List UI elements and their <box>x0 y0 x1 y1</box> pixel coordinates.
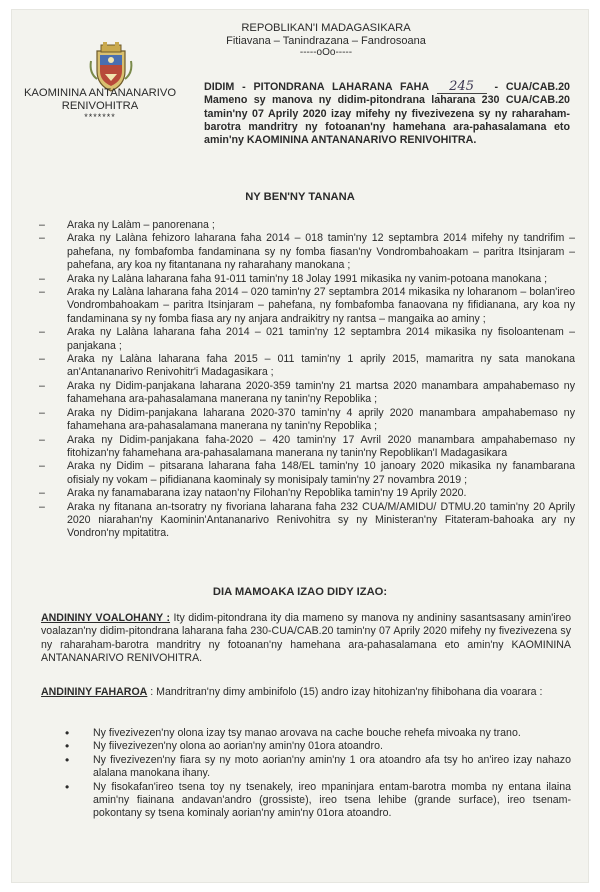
list-item: – Araka ny Didim – pitsarana laharana faha 148/EL tamin'ny 10 janoary 2020 mikasika ny fanambarana ofisialy ny vokam – pifidianana kaominaly sy monisipaly tamin'ny 27 novambra 2019 ; <box>37 460 575 487</box>
article-1-label: ANDININY VOALOHANY : <box>41 612 171 624</box>
header-separator: -----oOo----- <box>299 47 353 58</box>
list-item: • Ny fivezivezen'ny olona izay tsy manao arovava na cache bouche rehefa mivoaka ny trano. <box>61 727 571 740</box>
list-item: – Araka ny fitanana an-tsoratry ny fivoriana laharana faha 232 CUA/M/AMIDU/ DTMU.20 tamin'ny 20 Aprily 2020 niarahan'ny Kaominin'Antananarivo Renivohitra sy ny Ministeran'ny Fitateram-bahoaka ary ny Vondron'ny mpitatitra. <box>37 501 575 541</box>
commune-name <box>15 87 185 113</box>
list-item: – Araka ny Didim-panjakana faha-2020 – 420 tamin'ny 17 Avril 2020 manambara ampahabemaso ny fitohizan'ny fahamehana ara-pahasalamana manerana ny tanin'ny Repoblikan'I Madagasikara <box>37 434 575 461</box>
commune-name-line2: RENIVOHITRA <box>61 100 139 112</box>
considerations-list <box>37 219 575 541</box>
list-item: • Ny fivezivezen'ny fiara sy ny moto aorian'ny amin'ny 1 ora atoandro afa tsy ho an'ireo izay nahazo alalana manokana ihany. <box>61 754 571 781</box>
commune-stars: ******* <box>84 112 116 122</box>
list-item: • Ny fiivezivezen'ny olona ao aorian'ny amin'ny 01ora atoandro. <box>61 740 571 753</box>
decree-handwritten-number: 245 <box>437 81 487 94</box>
commune-name-line1: KAOMININA ANTANANARIVO <box>23 87 177 99</box>
list-item: • Ny fisokafan'ireo tsena toy ny tsenakely, ireo mpaninjara entam-barotra momba ny entana ilaina amin'ny fiainana andavan'andro (grossiste), ireo tsena lehibe (grande surface), ireo tsenam-pokontany sy tsena kominaly aorian'ny amin'ny 01ora atoandro. <box>61 781 571 821</box>
article-2-text: : Mandritran'ny dimy ambinifolo (15) andro izay hitohizan'ny fihibohana dia voarara : <box>147 686 543 698</box>
article-1 <box>41 612 571 666</box>
national-motto: Fitiavana – Tanindrazana – Fandrosoana <box>226 35 426 47</box>
republic-title: REPOBLIKAN'I MADAGASIKARA <box>241 22 411 34</box>
list-item: – Araka ny Lalàna laharana faha 91-011 tamin'ny 18 Jolay 1991 mikasika ny vanim-potoana manokana ; <box>37 273 575 286</box>
article-1-text: Ity didim-pitondrana ity dia mameno sy manova ny andininy sasantsasany amin'ireo voalazan'ny didim-pitondrana laharana faha 230-CUA/CAB.20 tamin'ny 07 Aprily 2020 mifehy ny fivezivezena sy ny raharaham-barotra mandritry ny fotoanan'ny hamehana ara-pahasalamana eto amin'ny KAOMININA ANTANANARIVO RENIVOHITRA. <box>41 612 571 665</box>
decides-heading: DIA MAMOAKA IZAO DIDY IZAO: <box>212 586 388 598</box>
prohibitions-list <box>61 727 571 821</box>
decree-suffix: - CUA/CAB.20 <box>494 81 570 93</box>
city-coat-of-arms-icon <box>87 41 135 93</box>
list-item: – Araka ny fanamabarana izay nataon'ny Filohan'ny Repoblika tamin'ny 19 Aprily 2020. <box>37 487 575 500</box>
list-item: – Araka ny Didim-panjakana laharana 2020-359 tamin'ny 21 martsa 2020 manambara ampahabemaso ny fahamehana ara-pahasalamana manerana ny tanin'ny Repoblika ; <box>37 380 575 407</box>
list-item: – Araka ny Lalàna laharana faha 2014 – 020 tamin'ny 27 septambra 2014 mikasika ny loharanom – bolan'ireo Vondrombahoakam – paritra Itsinjaram – pahefana, ny fombafomba fanaovana ny fifidianana, ary koa ny fandaminana sy ny fomba fiasa ary ny anjara andraikitry ny rantsa – mangaika ao aminy ; <box>37 286 575 326</box>
list-item: – Araka ny Lalàna laharana faha 2015 – 011 tamin'ny 1 aprily 2015, mamaritra ny sata manokana an'Antananarivo Renivohitr'i Madagasikara ; <box>37 353 575 380</box>
article-2-label: ANDININY FAHAROA <box>41 686 148 698</box>
list-item: – Araka ny Didim-panjakana laharana 2020-370 tamin'ny 4 aprily 2020 manambara ampahabemaso ny fahamehana ara-pahasalamana manerana ny tanin'ny Repoblika ; <box>37 407 575 434</box>
list-item: – Araka ny Lalàna laharana faha 2014 – 021 tamin'ny 12 septambra 2014 mikasika ny fisoloantenam – panjakana ; <box>37 326 575 353</box>
decree-prefix: DIDIM - PITONDRANA LAHARANA FAHA <box>204 81 429 93</box>
list-item: – Araka ny Lalàna fehizoro laharana faha 2014 – 018 tamin'ny 12 septambra 2014 mifehy ny tandrifim – pahefana, ny fombafomba fandaminana sy ny fomba fiasan'ny Vondrombahoakam – paritra Itsinjaram – pahefana, ary koa ny fitantanana ny raharahany manokana ; <box>37 232 575 272</box>
document-page <box>11 9 589 883</box>
mayor-heading: NY BEN'NY TANANA <box>245 191 355 203</box>
decree-title-block <box>204 81 570 147</box>
decree-body: Mameno sy manova ny didim-pitondrana laharana 230 CUA/CAB.20 tamin'ny 07 Aprily 2020 izay mifehy ny fivezivezena sy ny raharaham-barotra mandritry ny fotoanan'ny hamehana ara-pahasalamana eto amin'ny KAOMININA ANTANANARIVO RENIVOHITRA. <box>204 94 570 147</box>
article-2 <box>41 686 571 699</box>
list-item: – Araka ny Lalàm – panorenana ; <box>37 219 575 232</box>
